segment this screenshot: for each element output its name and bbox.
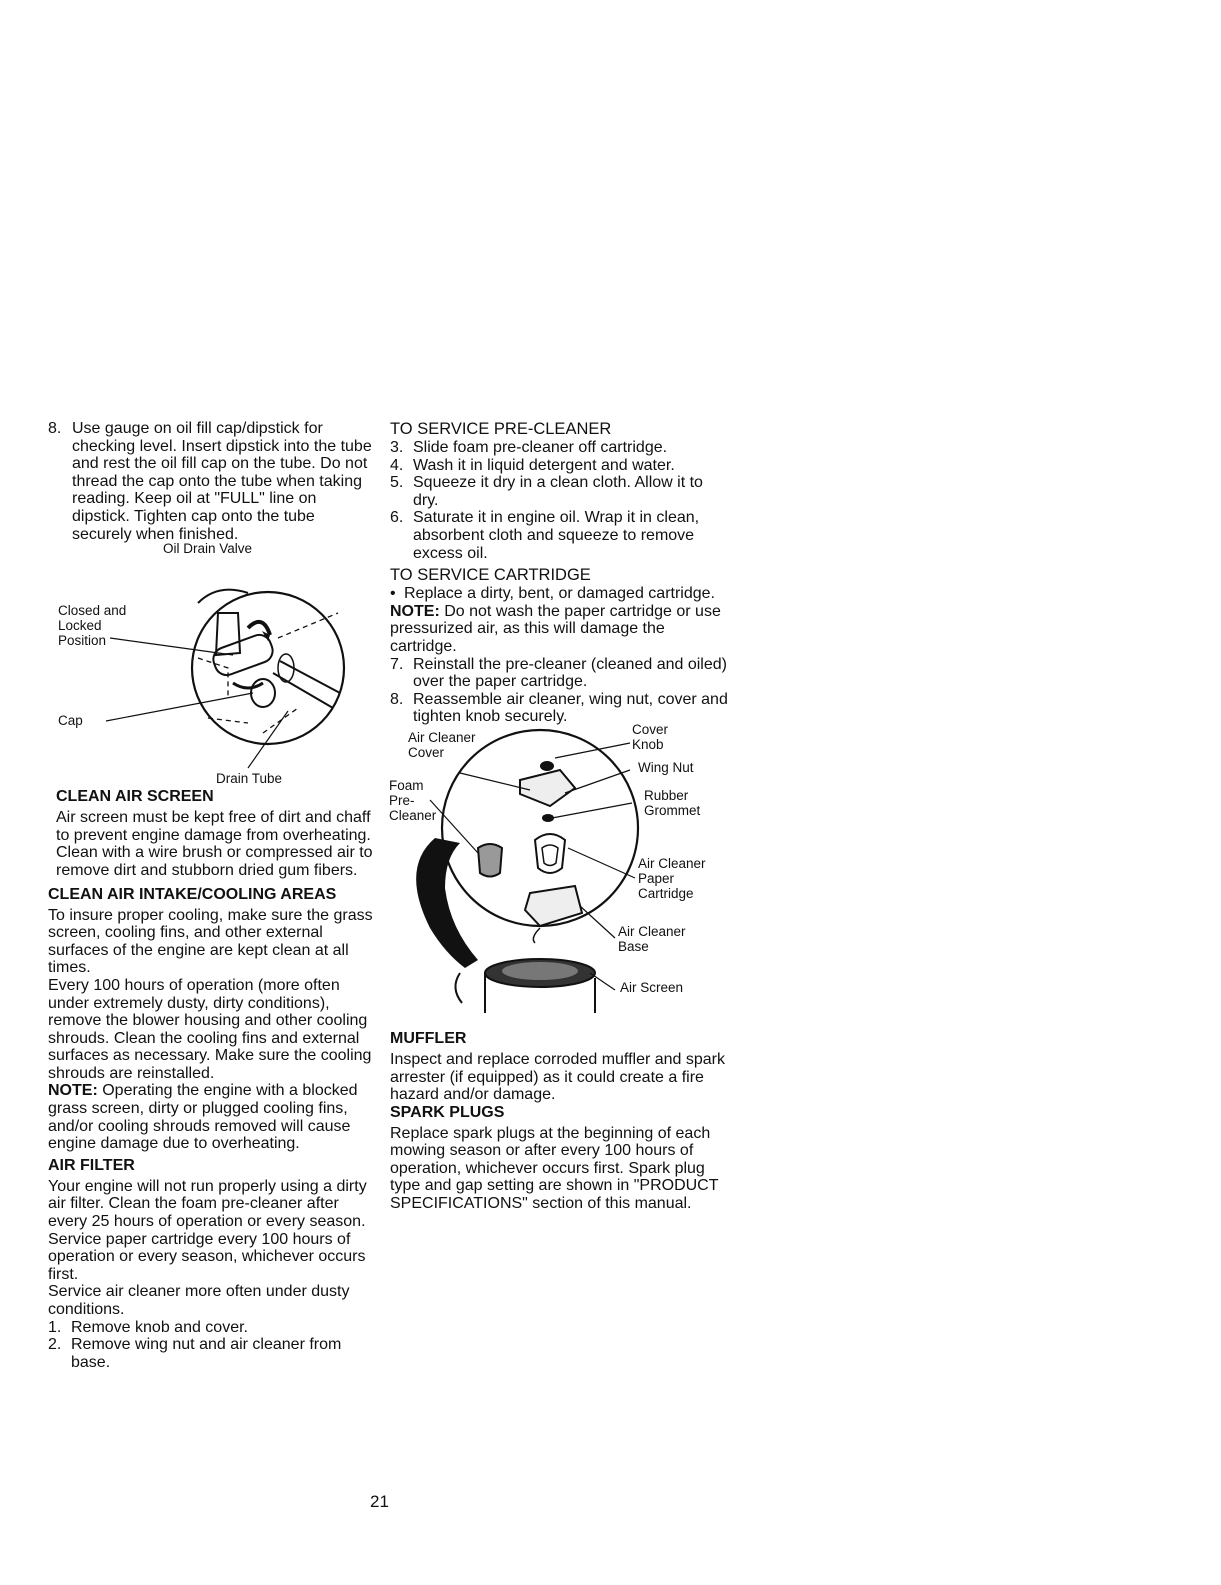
note-label: NOTE: bbox=[390, 602, 440, 620]
drain-tube-label: Drain Tube bbox=[216, 771, 283, 787]
muffler-section bbox=[390, 1030, 730, 1104]
air-filter-heading: AIR FILTER bbox=[48, 1156, 135, 1174]
clean-air-intake-p2: Every 100 hours of operation (more often under extremely dusty, dirty conditions), remove the blower housing and other cooling shrouds. Clean the cooling fins and external surfaces as necessary. Make sure the cooling shrouds are reinstalled. bbox=[48, 976, 372, 1082]
step-number: 4. bbox=[390, 456, 404, 474]
right-column bbox=[390, 420, 730, 1213]
muffler-text: Inspect and replace corroded muffler and spark arrester (if equipped) as it could create a fire hazard and/or damage. bbox=[390, 1050, 726, 1104]
service-cartridge-heading: TO SERVICE CARTRIDGE bbox=[390, 566, 591, 585]
closed-locked-position-label: Closed and Locked Position bbox=[58, 603, 127, 649]
step-8-reassemble bbox=[390, 691, 730, 726]
foam-pre-cleaner-label: Foam Pre- Cleaner bbox=[389, 777, 437, 823]
cartridge-note bbox=[390, 603, 730, 656]
step-1-remove-knob bbox=[48, 1319, 378, 1337]
bullet-icon: • bbox=[390, 585, 396, 603]
page-number: 21 bbox=[370, 1492, 389, 1511]
step-text: Remove knob and cover. bbox=[71, 1318, 248, 1336]
step-text: Wash it in liquid detergent and water. bbox=[413, 456, 675, 474]
oil-drain-valve-label: Oil Drain Valve bbox=[163, 541, 253, 557]
air-filter-p2: Service air cleaner more often under dusty conditions. bbox=[48, 1283, 350, 1318]
step-8-oil-gauge bbox=[48, 420, 378, 543]
oil-drain-valve-figure bbox=[48, 543, 378, 888]
spark-plugs-section bbox=[390, 1104, 730, 1213]
cap-label: Cap bbox=[58, 713, 83, 729]
step-7 bbox=[390, 656, 730, 691]
paper-cartridge-label: Air Cleaner Paper Cartridge bbox=[638, 855, 706, 901]
spark-plugs-text: Replace spark plugs at the beginning of each mowing season or after every 100 hours of operation, whichever occurs first. Spark plug type and gap setting are shown in "PRODUCT SPECIFICATIONS" section of this manual. bbox=[390, 1124, 719, 1213]
oil-drain-valve-illustration bbox=[48, 543, 378, 888]
left-column bbox=[48, 420, 378, 1371]
air-cleaner-exploded-figure bbox=[389, 721, 730, 1028]
step-3 bbox=[390, 439, 730, 457]
bullet-text: Replace a dirty, bent, or damaged cartridge. bbox=[404, 585, 715, 603]
cover-knob-label: Cover Knob bbox=[632, 721, 669, 752]
clean-air-screen-heading: CLEAN AIR SCREEN bbox=[56, 788, 214, 806]
step-number: 2. bbox=[48, 1336, 62, 1354]
note-text: Operating the engine with a blocked grass screen, dirty or plugged cooling fins, and/or cooling shrouds removed will cause engine damage due to overheating. bbox=[48, 1082, 358, 1153]
step-number: 7. bbox=[390, 655, 404, 673]
step-6 bbox=[390, 509, 730, 562]
service-pre-cleaner-heading: TO SERVICE PRE-CLEANER bbox=[390, 420, 612, 438]
step-number: 5. bbox=[390, 474, 404, 492]
step-number: 8. bbox=[48, 420, 62, 437]
air-filter-section bbox=[48, 1157, 378, 1372]
note-text: Do not wash the paper cartridge or use pressurized air, as this will damage the cartridge. bbox=[390, 602, 721, 655]
note-label: NOTE: bbox=[48, 1082, 98, 1100]
step-text: Remove wing nut and air cleaner from base. bbox=[71, 1336, 342, 1371]
clean-air-intake-p1: To insure proper cooling, make sure the grass screen, cooling fins, and other external surfaces of the engine are kept clean at all times. bbox=[48, 906, 373, 977]
step-text: Slide foam pre-cleaner off cartridge. bbox=[413, 439, 668, 456]
step-number: 6. bbox=[390, 509, 404, 527]
air-cleaner-cover-label: Air Cleaner Cover bbox=[408, 729, 476, 760]
step-4 bbox=[390, 457, 730, 475]
air-screen-label: Air Screen bbox=[620, 979, 684, 995]
step-2-remove-wing-nut bbox=[48, 1336, 378, 1371]
rubber-grommet-label: Rubber Grommet bbox=[644, 787, 701, 818]
clean-air-intake-note bbox=[48, 1082, 378, 1152]
step-text: Squeeze it dry in a clean cloth. Allow it to dry. bbox=[413, 474, 703, 509]
step-text: Saturate it in engine oil. Wrap it in clean, absorbent cloth and squeeze to remove excess oil. bbox=[413, 509, 700, 562]
step-5 bbox=[390, 474, 730, 509]
air-filter-p1: Your engine will not run properly using a dirty air filter. Clean the foam pre-cleaner after every 25 hours of operation or every season. Service paper cartridge every 100 hours of operation or every season, whichever occurs first. bbox=[48, 1177, 367, 1283]
muffler-heading: MUFFLER bbox=[390, 1029, 467, 1047]
spark-plugs-heading: SPARK PLUGS bbox=[390, 1103, 505, 1121]
step-number: 8. bbox=[390, 690, 404, 708]
clean-air-intake-heading: CLEAN AIR INTAKE/COOLING AREAS bbox=[48, 885, 337, 903]
clean-air-screen-text: Air screen must be kept free of dirt and chaff to prevent engine damage from overheating. Clean with a wire brush or compressed air to remove dirt and stubborn dried gum fibers. bbox=[56, 809, 373, 879]
step-text: Reinstall the pre-cleaner (cleaned and oiled) over the paper cartridge. bbox=[413, 655, 727, 691]
wing-nut-label: Wing Nut bbox=[638, 759, 694, 775]
clean-air-intake-section bbox=[48, 886, 378, 1153]
bullet-replace-cartridge bbox=[390, 585, 730, 603]
step-number: 3. bbox=[390, 439, 404, 456]
step-number: 1. bbox=[48, 1318, 62, 1336]
air-cleaner-base-label: Air Cleaner Base bbox=[618, 923, 686, 954]
step-text: Use gauge on oil fill cap/dipstick for checking level. Insert dipstick into the tube and rest the oil fill cap on the tube. Do not thread the cap onto the tube when taking reading. Keep oil at "FULL" line on dipstick. Tighten cap onto the tube securely when finished. bbox=[72, 420, 372, 543]
step-text: Reassemble air cleaner, wing nut, cover and tighten knob securely. bbox=[413, 690, 728, 726]
